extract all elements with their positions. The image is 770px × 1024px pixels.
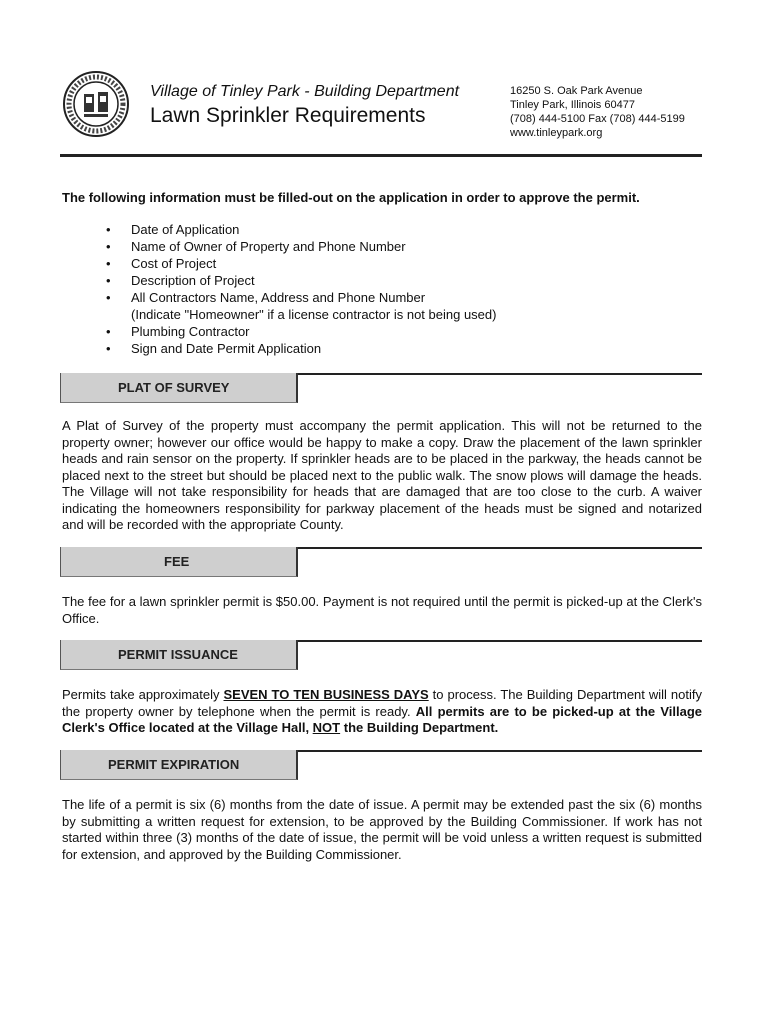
page-title: Lawn Sprinkler Requirements bbox=[150, 104, 426, 127]
address-line2: Tinley Park, Illinois 60477 bbox=[510, 99, 635, 111]
issuance-not: NOT bbox=[312, 720, 341, 735]
expiration-paragraph: The life of a permit is six (6) months from the date of issue. A permit may be extended past the six (6) months by submitting a written request for extension, to be approved by the Building Commissioner. If work has not started within three (3) months of the date of issue, the permit will be void unless a written request is submitted for extension, and approved by the Building Commissioner. bbox=[62, 797, 702, 862]
requirements-note: (Indicate "Homeowner" if a license contractor is not being used) bbox=[131, 307, 497, 322]
phone-fax: (708) 444-5100 Fax (708) 444-5199 bbox=[510, 113, 685, 125]
issuance-pickup-a: All permits are to be picked-up at the Village Clerk's Office located at the Village Hall, bbox=[62, 703, 702, 735]
section-heading: PERMIT EXPIRATION bbox=[108, 757, 240, 772]
issuance-pickup-b: the Building Department. bbox=[340, 720, 499, 735]
section-heading: FEE bbox=[164, 554, 190, 569]
intro-text: The following information must be filled-out on the application in order to approve the permit. bbox=[62, 190, 640, 205]
section-header-fee bbox=[60, 547, 702, 579]
list-item: • Cost of Project bbox=[106, 255, 496, 272]
issuance-duration: SEVEN TO TEN BUSINESS DAYS bbox=[223, 687, 429, 702]
village-seal-icon bbox=[62, 70, 130, 138]
website-link[interactable]: www.tinleypark.org bbox=[510, 127, 603, 139]
address-line1: 16250 S. Oak Park Avenue bbox=[510, 85, 643, 97]
list-item: • All Contractors Name, Address and Phone Number bbox=[106, 289, 496, 306]
contact-block bbox=[510, 84, 685, 140]
section-heading: PERMIT ISSUANCE bbox=[118, 647, 238, 662]
list-item: • Date of Application bbox=[106, 221, 496, 238]
list-item: • Name of Owner of Property and Phone Number bbox=[106, 238, 496, 255]
list-item: • Sign and Date Permit Application bbox=[106, 340, 496, 357]
header-divider bbox=[60, 154, 702, 157]
issuance-text-a: Permits take approximately bbox=[62, 687, 224, 702]
list-item: • Description of Project bbox=[106, 272, 496, 289]
list-item: • Plumbing Contractor bbox=[106, 323, 496, 340]
section-header-issuance bbox=[60, 640, 702, 672]
section-header-expiration bbox=[60, 750, 702, 782]
requirements-list bbox=[106, 221, 496, 357]
issuance-paragraph bbox=[62, 687, 702, 737]
issuance-text-b: to process. The Building Department will notify the property owner by telephone when the permit is ready. bbox=[62, 687, 702, 719]
section-header-plat bbox=[60, 373, 702, 405]
plat-paragraph: A Plat of Survey of the property must accompany the permit application. This will not be returned to the property owner; however our office would be happy to make a copy. Draw the placement of the lawn sprinkler heads and rain sensor on the property. If sprinkler heads are to be placed in the parkway, the heads cannot be placed next to the street but should be placed next to the public walk. The snow plows will damage the heads. The Village will not take responsibility for heads that are damaged that are too close to the curb. A waiver indicating the homeowners responsibility for parkway placement of the heads must be signed and notarized and will be recorded with the appropriate County. bbox=[62, 418, 702, 532]
section-heading: PLAT OF SURVEY bbox=[118, 380, 230, 395]
department-name: Village of Tinley Park - Building Department bbox=[150, 83, 460, 100]
fee-paragraph: The fee for a lawn sprinkler permit is $50.00. Payment is not required until the permit is picked-up at the Clerk's Office. bbox=[62, 594, 702, 626]
